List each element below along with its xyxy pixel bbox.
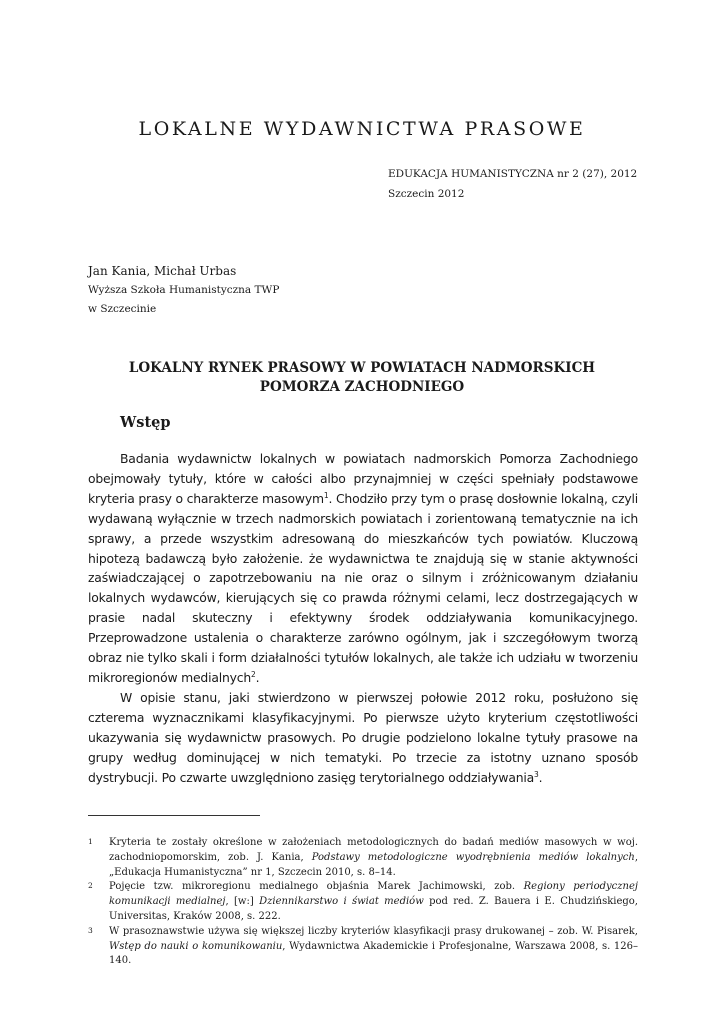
footnote-text: , Wydawnictwa Akademickie i Profesjonalne, Warszawa 2008, s. 126–140. [109,940,639,967]
affiliation-line-2: w Szczecinie [88,303,157,315]
paragraph-1 [88,449,638,688]
footnote-number: 3 [88,925,93,935]
journal-issue: EDUKACJA HUMANISTYCZNA nr 2 (27), 2012 [388,168,638,180]
footnote-divider [88,815,260,816]
footnote-text: W prasoznawstwie używa się większej liczby kryteriów klasyfikacji prasy drukowanej – zob. W. Pisarek, [109,925,638,937]
section-heading: Wstęp [120,414,171,431]
paragraph-text: Badania wydawnictw lokalnych w powiatach nadmorskich Pomorza Zachodniego obejmowały tytuły, które w całości albo przynajmniej w części spełniały podstawowe kryteria prasy o charakterze masowym [88,451,638,506]
footnote-ref-1[interactable]: 1 [323,490,329,500]
footnote-ref-2[interactable]: 2 [251,669,256,679]
article-title: LOKALNY RYNEK PRASOWY W POWIATACH NADMORSKICH POMORZA ZACHODNIEGO [128,360,596,395]
footnote-number: 1 [88,837,93,846]
footnote-number: 2 [88,881,93,891]
footnotes [88,836,638,969]
author-names: Jan Kania, Michał Urbas [88,264,237,278]
footnote-2 [88,880,638,924]
footnote-title: Podstawy metodologiczne wyodrębnienia mediów lokalnych [311,851,635,863]
footnote-ref-3[interactable]: 3 [534,769,539,779]
footnote-title: Dziennikarstwo i świat mediów [259,896,424,908]
footnote-text: Kryteria te zostały określone w założeniach metodologicznych do badań mediów masowych w woj. zachodniopomorskim, zob. J. Kania, [109,837,638,863]
running-title: LOKALNE WYDAWNICTWA PRASOWE [138,118,586,140]
footnote-title: Wstęp do nauki o komunikowaniu [109,940,283,952]
footnote-title: Regiony periodycznej komunikacji medialnej [109,881,638,908]
paragraph-2 [88,688,638,788]
journal-place-year: Szczecin 2012 [388,188,465,200]
journal-info [388,164,637,204]
paragraph-text: . Chodziło przy tym o prasę dosłownie lokalną, czyli wydawaną wyłącznie w trzech nadmorskich powiatach i zorientowaną tematycznie na ich sprawy, a przede wszystkim adresowaną do mieszkańców tych powiatów. Kluczową hipotezą badawczą było założenie. że wydawnictwa te znajdują się w stanie aktywności zaświadczającej o zapotrzebowaniu na nie oraz o silnym i zróżnicowanym działaniu lokalnych wydawców, kierujących się co prawda różnymi celami, lecz dostrzegających w prasie nadal skuteczny i efektywny środek oddziaływania komunikacyjnego. Przeprowadzone ustalenia o charakterze zarówno ogólnym, jak i szczegółowym tworzą obraz nie tylko skali i form działalności tytułów lokalnych, ale także ich udziału w tworzeniu mikroregionów medialnych [88,490,638,685]
paragraph-text: . [538,769,543,785]
affiliation-line-1: Wyższa Szkoła Humanistyczna TWP [88,284,280,296]
body-text [88,449,638,787]
footnote-text: , „Edukacja Humanistyczna” nr 1, Szczecin 2010, s. 8–14. [109,851,638,878]
footnote-text: Pojęcie tzw. mikroregionu medialnego objaśnia Marek Jachimowski, zob. [109,881,524,893]
footnote-3 [88,925,638,969]
author-block [88,262,279,319]
paragraph-text: . [255,669,260,685]
footnote-1 [88,836,638,880]
footnote-text: , [w:] [225,896,260,908]
footnote-text: pod red. Z. Bauera i E. Chudzińskiego, Universitas, Kraków 2008, s. 222. [109,896,638,922]
paragraph-text: W opisie stanu, jaki stwierdzono w pierwszej połowie 2012 roku, posłużono się czterema wyznacznikami klasyfikacyjnymi. Po pierwsze użyto kryterium częstotliwości ukazywania się wydawnictw prasowych. Po drugie podzielono lokalne tytuły prasowe na grupy według dominującej w nich tematyki. Po trzecie za istotny uznano sposób dystrybucji. Po czwarte uwzględniono zasięg terytorialnego oddziaływania [88,689,638,785]
